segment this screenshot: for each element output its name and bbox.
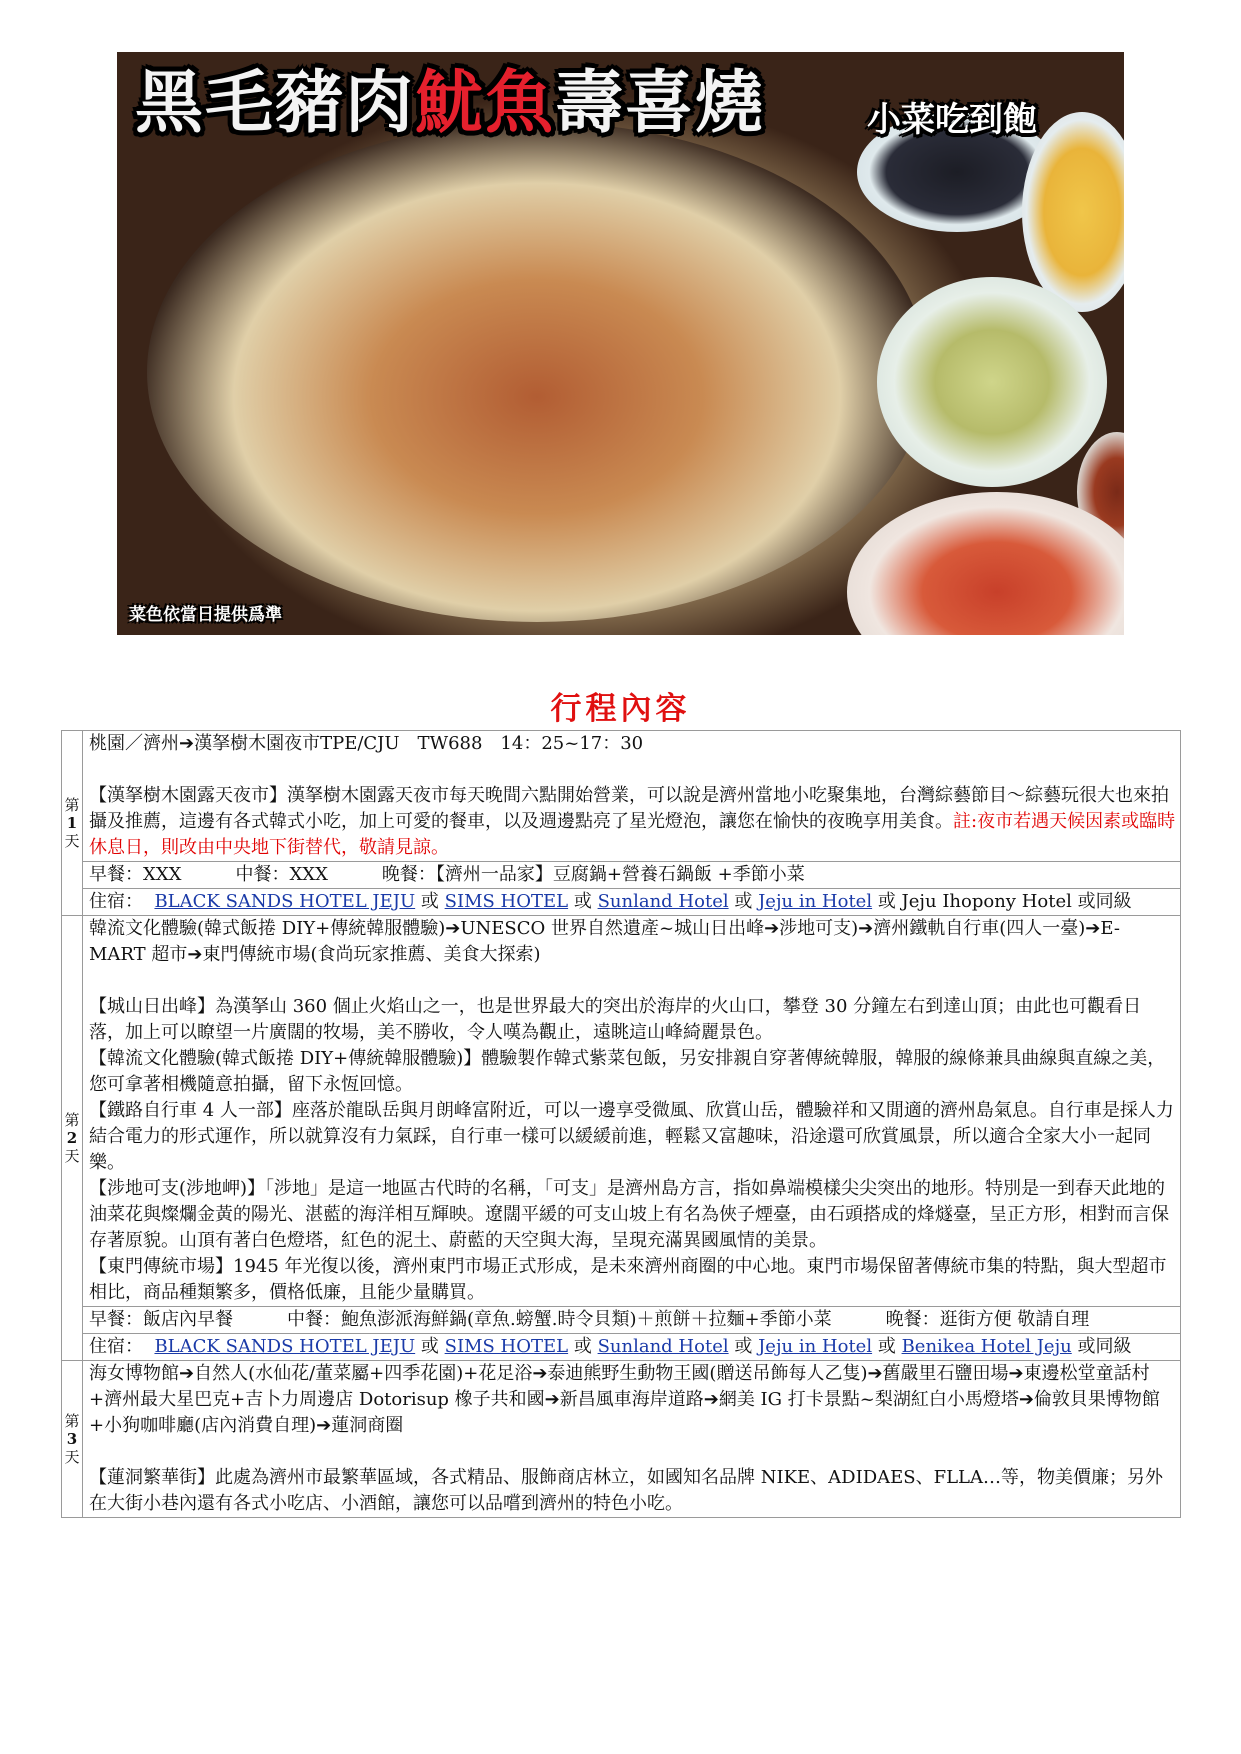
day-2-para-hanbok: 【韓流文化體驗(韓式飯捲 DIY+傳統韓服體驗)】體驗製作韓式紫菜包飯，另安排親自穿著傳統韓服，韓服的線條兼具曲線與直線之美，您可拿著相機隨意拍攝，留下永恆回憶。 [89, 1048, 1166, 1095]
day-1-description [89, 783, 1176, 861]
day-label-prefix: 第 [64, 1111, 80, 1129]
day-2-para-sunrise-peak: 【城山日出峰】為漢拏山 360 個止火焰山之一，也是世界最大的突出於海岸的火山口，攀登 30 分鐘左右到達山頂；由此也可觀看日落，加上可以瞭望一片廣闊的牧場，美不勝收，令人嘆為觀止，遠眺這山峰綺麗景色。 [89, 996, 1142, 1043]
lodging-label: 住宿： [89, 891, 143, 912]
day-2-lodging-row [62, 1334, 1181, 1361]
side-dish-pickles-image [877, 277, 1107, 487]
day-3-route: 海女博物館➔自然人(水仙花/董菜屬+四季花園)+花足浴➔泰迪熊野生動物王國(贈送吊飾每人乙隻)➔舊嚴里石鹽田場➔東邊松堂童話村+濟州最大星巴克+吉卜力周邊店 Dotorisup 橡子共和國➔新昌風車海岸道路➔網美 IG 打卡景點~梨湖紅白小馬燈塔➔倫敦貝果博物館+小狗咖啡廳(店內消費自理)➔蓮洞商圈 [89, 1363, 1160, 1436]
banner-title-part3: 壽喜燒 [555, 64, 766, 143]
day-1-route: 桃園／濟州➔漢拏樹木園夜市TPE/CJU TW688 14：25~17：30 [89, 733, 644, 754]
hotel-link-sims[interactable]: SIMS HOTEL [444, 891, 569, 912]
hotel-link-jeju-in[interactable]: Jeju in Hotel [758, 1336, 873, 1357]
itinerary-table [61, 730, 1181, 1518]
hotel-separator: 或 [734, 1336, 753, 1357]
sukiyaki-pan-image [147, 122, 927, 622]
hotel-link-jeju-in[interactable]: Jeju in Hotel [758, 891, 873, 912]
day-2-lodging [83, 1334, 1181, 1361]
hotel-link-sims[interactable]: SIMS HOTEL [444, 1336, 569, 1357]
lodging-tail: 或同級 [1077, 1336, 1132, 1357]
day-3-description: 【蓮洞繁華街】此處為濟州市最繁華區域，各式精品、服飾商店林立，如國知名品牌 NIKE、ADIDAES、FLLA…等，物美價廉；另外在大街小巷內還有各式小吃店、小酒館，讓您可以品嚐到濟州的特色小吃。 [89, 1467, 1164, 1514]
hotel-link-benikea[interactable]: Benikea Hotel Jeju [901, 1336, 1072, 1357]
hotel-separator: 或 [420, 1336, 439, 1357]
day-1-meals-row [62, 862, 1181, 889]
section-title: 行程內容 [550, 691, 691, 727]
day-2-content [83, 916, 1181, 1307]
day-1-label [62, 731, 83, 916]
day-3-label [62, 1361, 83, 1518]
hotel-separator: 或 [573, 1336, 592, 1357]
day-1-content [83, 731, 1181, 862]
day-label-prefix: 第 [64, 796, 80, 814]
day-1-notice: 註:夜市若遇天候因素或臨時休息日，則改由中央地下街替代，敬請見諒。 [89, 811, 1176, 858]
day-2-meals: 早餐：飯店內早餐 中餐：鮑魚澎派海鮮鍋(章魚.螃蟹.時令貝類)＋煎餅＋拉麵+季節小菜 晚餐：逛街方便 敬請自理 [83, 1307, 1181, 1334]
day-1-lodging [83, 889, 1181, 916]
day-label-prefix: 第 [64, 1412, 80, 1430]
day-3-route-row [62, 1361, 1181, 1518]
hotel-link-sunland[interactable]: Sunland Hotel [597, 891, 729, 912]
day-3-content [83, 1361, 1181, 1518]
day-2-para-rail-bike: 【鐵路自行車 4 人一部】座落於龍臥岳與月朗峰富附近，可以一邊享受微風、欣賞山岳，體驗祥和又閒適的濟州島氣息。自行車是採人力結合電力的形式運作，所以就算沒有力氣踩，自行車一樣可以緩緩前進，輕鬆又富趣味，沿途還可欣賞風景，所以適合全家大小一起同樂。 [89, 1100, 1174, 1173]
day-1-route-row [62, 731, 1181, 862]
hotel-separator: 或 [734, 891, 753, 912]
lodging-label: 住宿： [89, 1336, 143, 1357]
banner-photo [117, 52, 1124, 635]
hotel-separator: 或 [877, 1336, 896, 1357]
day-2-route: 韓流文化體驗(韓式飯捲 DIY+傳統韓服體驗)➔UNESCO 世界自然遺產~城山日出峰➔涉地可支)➔濟州鐵軌自行車(四人一臺)➔E-MART 超市➔東門傳統市場(食尚玩家推薦、美食大探索) [89, 918, 1120, 965]
hotel-separator: 或 [420, 891, 439, 912]
day-1-meals: 早餐：XXX 中餐：XXX 晚餐：【濟州一品家】豆腐鍋+營養石鍋飯 +季節小菜 [83, 862, 1181, 889]
day-number: 3 [66, 1430, 78, 1448]
day-label-suffix: 天 [64, 1448, 80, 1466]
hotel-link-sunland[interactable]: Sunland Hotel [597, 1336, 729, 1357]
banner-title [135, 64, 766, 143]
day-1-desc-text: 【漢拏樹木園露天夜市】漢拏樹木園露天夜市每天晚間六點開始營業，可以說是濟州當地小吃聚集地，台灣綜藝節目～綜藝玩很大也來拍攝及推薦，這邊有各式韓式小吃，加上可愛的餐車，以及週邊點亮了星光燈泡，讓您在愉快的夜晚享用美食。 [89, 785, 1169, 832]
day-2-para-dongmun-market: 【東門傳統市場】1945 年光復以後，濟州東門市場正式形成，是未來濟州商圈的中心地。東門市場保留著傳統市集的特點，與大型超市相比，商品種類繁多，價格低廉，且能少量購買。 [89, 1256, 1167, 1303]
hotel-link-black-sands[interactable]: BLACK SANDS HOTEL JEJU [154, 1336, 416, 1357]
banner-note: 菜色依當日提供爲準 [129, 605, 282, 625]
day-2-para-seopjikoji: 【涉地可支(涉地岬)】「涉地」是這一地區古代時的名稱，「可支」是濟州島方言，指如鼻端模樣尖尖突出的地形。特別是一到春天此地的油菜花與燦爛金黃的陽光、湛藍的海洋相互輝映。遼闊平緩的可支山坡上有名為俠子煙臺，由石頭搭成的烽燧臺，呈正方形，相對而言保存著原貌。山頂有著白色燈塔，紅色的泥土、蔚藍的天空與大海，呈現充滿異國風情的美景。 [89, 1178, 1169, 1251]
banner-title-part1: 黑毛豬肉 [135, 64, 416, 143]
day-2-route-row [62, 916, 1181, 1307]
hotel-separator: 或 [573, 891, 592, 912]
day-2-label [62, 916, 83, 1361]
banner-title-part2: 魷魚 [415, 64, 556, 143]
day-label-suffix: 天 [64, 832, 80, 850]
day-1-lodging-row [62, 889, 1181, 916]
day-2-meals-row [62, 1307, 1181, 1334]
day-number: 2 [66, 1129, 78, 1147]
banner-tag: 小菜吃到飽 [867, 100, 1037, 140]
side-dish-kimchi-image [847, 492, 1124, 635]
day-label-suffix: 天 [64, 1147, 80, 1165]
lodging-tail: 或 Jeju Ihopony Hotel 或同級 [877, 891, 1132, 912]
hotel-link-black-sands[interactable]: BLACK SANDS HOTEL JEJU [154, 891, 416, 912]
day-number: 1 [66, 814, 78, 832]
